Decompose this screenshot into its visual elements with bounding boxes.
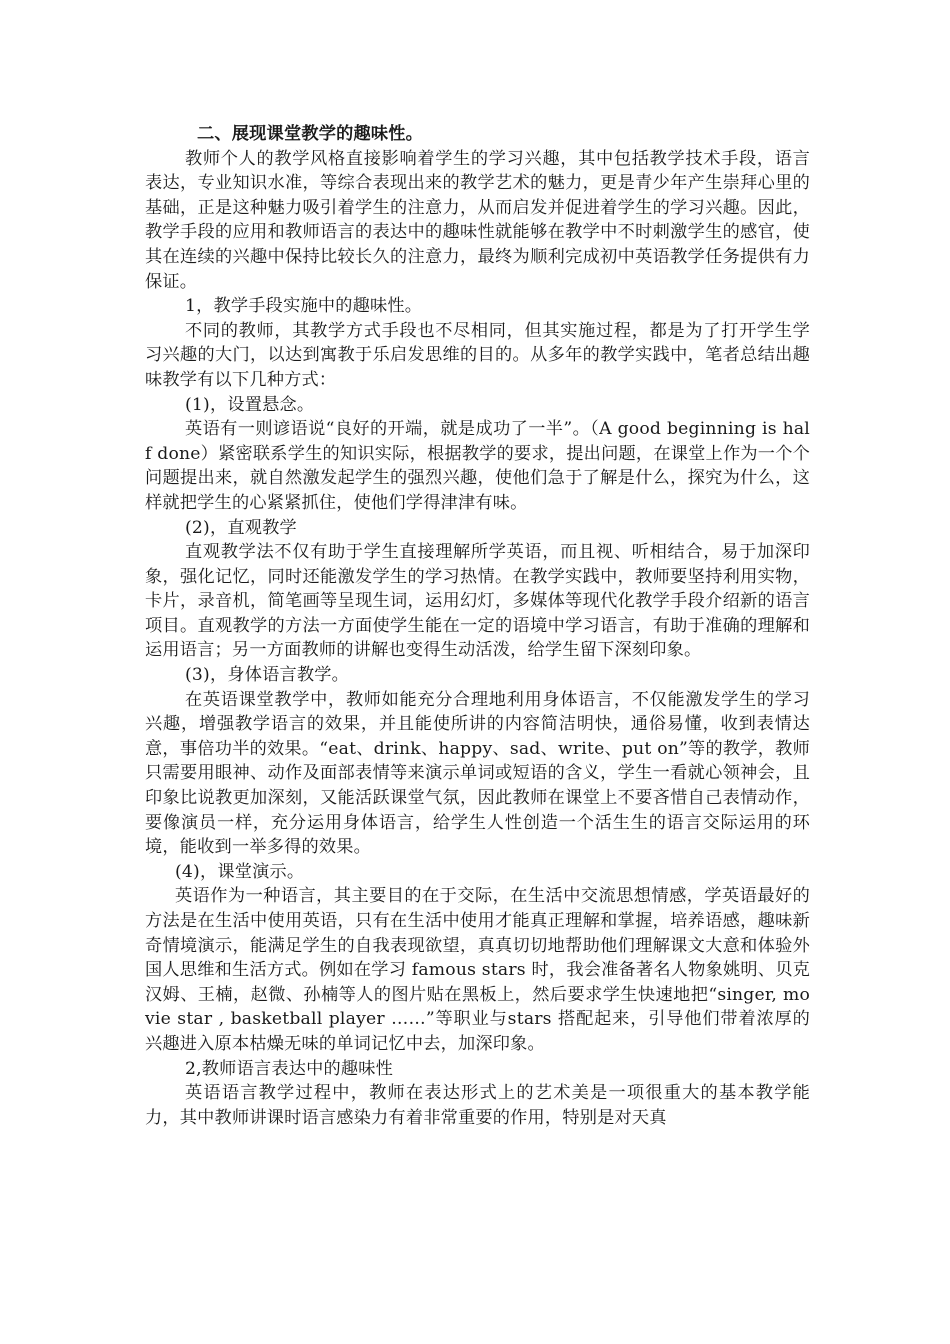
paragraph: 不同的教师，其教学方式手段也不尽相同，但其实施过程，都是为了打开学生学习兴趣的大门，以达到寓教于乐启发思维的目的。从多年的教学实践中，笔者总结出趣味教学有以下几种方式： — [145, 320, 810, 390]
subsection-heading: (1)，设置悬念。 — [185, 394, 315, 415]
subsection-heading: 2,教师语言表达中的趣味性 — [185, 1058, 394, 1079]
document-body — [145, 122, 810, 1130]
paragraph: 英语有一则谚语说“良好的开端，就是成功了一半”。（A good beginning is half done）紧密联系学生的知识实际，根据教学的要求，提出问题，在课堂上作为一个个问题提出来，就自然激发起学生的强烈兴趣，使他们急于了解是什么，探究为什么，这样就把学生的心紧紧抓住，使他们学得津津有味。 — [145, 419, 810, 513]
paragraph: 在英语课堂教学中，教师如能充分合理地利用身体语言，不仅能激发学生的学习兴趣，增强教学语言的效果，并且能使所讲的内容简洁明快，通俗易懂，收到表情达意，事倍功半的效果。“eat、drink、happy、sad、write、put on”等的教学，教师只需要用眼神、动作及面部表情等来演示单词或短语的含义，学生一看就心领神会，且印象比说教更加深刻，又能活跃课堂气氛，因此教师在课堂上不要吝惜自己表情动作，要像演员一样，充分运用身体语言，给学生人性创造一个活生生的语言交际运用的环境，能收到一举多得的效果。 — [145, 689, 810, 858]
subsection-heading: (4)，课堂演示。 — [175, 861, 305, 882]
paragraph: 教师个人的教学风格直接影响着学生的学习兴趣，其中包括教学技术手段，语言表达，专业知识水准，等综合表现出来的教学艺术的魅力，更是青少年产生崇拜心里的基础，正是这种魅力吸引着学生的注意力，从而启发并促进着学生的学习兴趣。因此，教学手段的应用和教师语言的表达中的趣味性就能够在教学中不时刺激学生的感官，使其在连续的兴趣中保持比较长久的注意力，最终为顺利完成初中英语教学任务提供有力保证。 — [145, 148, 810, 292]
subsection-heading: (3)，身体语言教学。 — [185, 665, 350, 686]
section-heading: 二、展现课堂教学的趣味性。 — [197, 124, 424, 144]
subsection-heading: 1，教学手段实施中的趣味性。 — [185, 296, 423, 317]
paragraph: 直观教学法不仅有助于学生直接理解所学英语，而且视、听相结合，易于加深印象，强化记忆，同时还能激发学生的学习热情。在教学实践中，教师要坚持利用实物，卡片，录音机，简笔画等呈现生词，运用幻灯，多媒体等现代化教学手段介绍新的语言项目。直观教学的方法一方面使学生能在一定的语境中学习语言，有助于准确的理解和运用语言；另一方面教师的讲解也变得生动活泼，给学生留下深刻印象。 — [145, 542, 810, 661]
paragraph: 英语语言教学过程中，教师在表达形式上的艺术美是一项很重大的基本教学能力，其中教师讲课时语言感染力有着非常重要的作用，特别是对天真 — [145, 1083, 810, 1128]
subsection-heading: (2)，直观教学 — [185, 517, 297, 538]
paragraph: 英语作为一种语言，其主要目的在于交际，在生活中交流思想情感，学英语最好的方法是在生活中使用英语，只有在生活中使用才能真正理解和掌握，培养语感，趣味新奇情境演示，能满足学生的自我表现欲望，真真切切地帮助他们理解课文大意和体验外国人思维和生活方式。例如在学习 famous stars 时，我会准备著名人物象姚明、贝克汉姆、王楠，赵微、孙楠等人的图片贴在黑板上，然后要求学生快速地把“singer, movie star , basketball player ……”等职业与stars 搭配起来，引导他们带着浓厚的兴趣进入原本枯燥无味的单词记忆中去，加深印象。 — [145, 886, 810, 1054]
